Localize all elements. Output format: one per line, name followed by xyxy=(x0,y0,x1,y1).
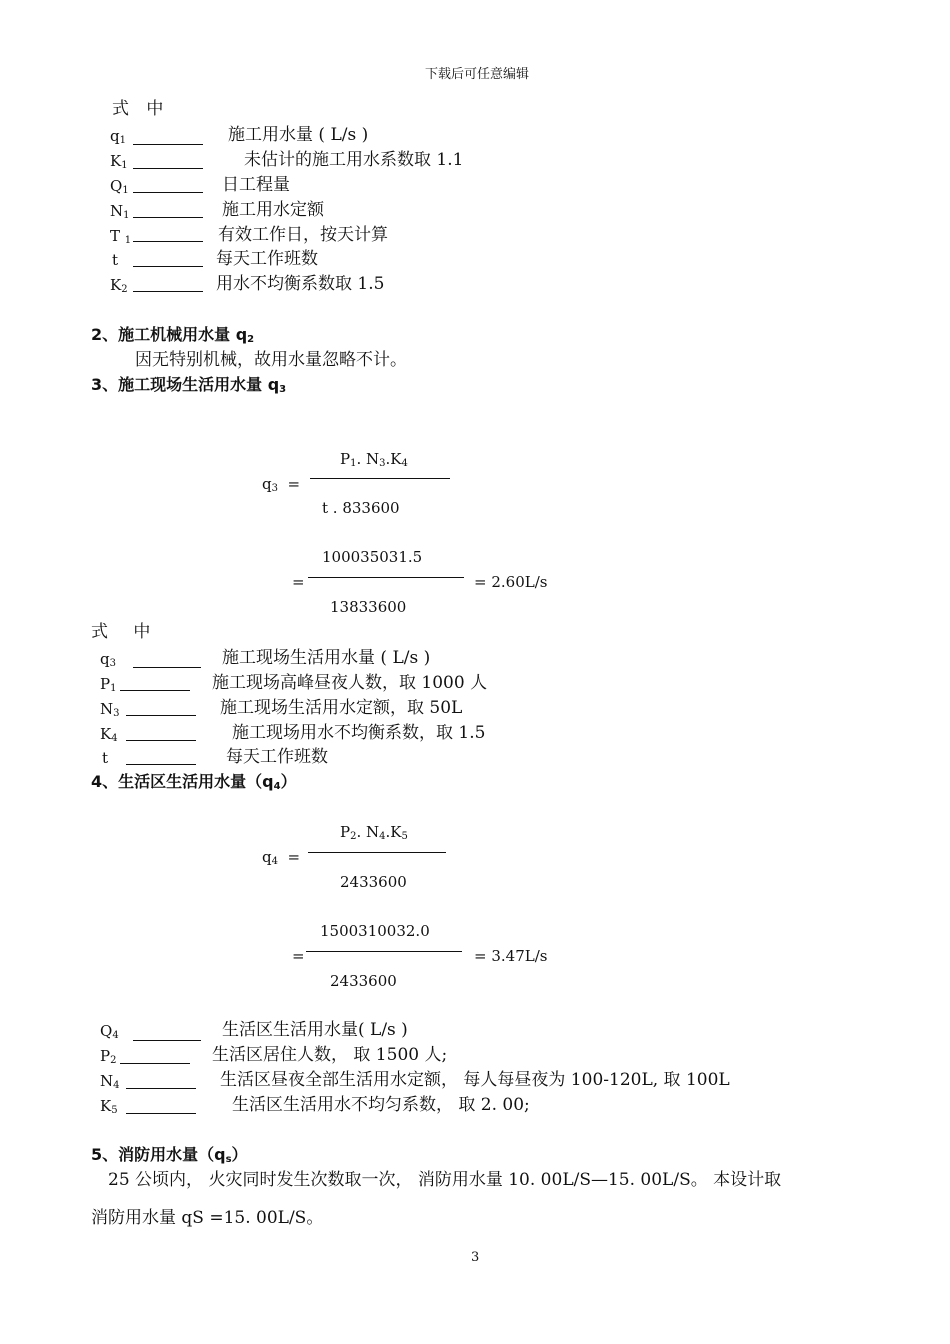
def-description: 用水不均衡系数取 1.5 xyxy=(216,274,385,294)
def-description: 施工现场用水不均衡系数，取 1.5 xyxy=(232,723,486,743)
blank-line xyxy=(126,764,196,765)
def-symbol: $K_2$ xyxy=(110,276,128,295)
formula-numerator: $P_1$. $N_3.K_4$ xyxy=(340,450,408,469)
fraction-bar xyxy=(308,852,446,853)
formula-where-label: 式 中 xyxy=(91,622,161,642)
formula-denominator-value: 13833600 xyxy=(330,598,407,616)
def-symbol: $K_1$ xyxy=(110,152,128,171)
def-description: 生活区生活用水量( L/s ) xyxy=(222,1020,408,1040)
blank-line xyxy=(133,667,201,668)
def-description: 施工现场生活用水量 ( L/s ) xyxy=(222,648,431,668)
blank-line xyxy=(133,217,203,218)
formula-numerator-value: 1500310032.0 xyxy=(320,922,430,940)
blank-line xyxy=(133,266,203,267)
def-symbol: $K_4$ xyxy=(100,725,118,744)
def-description: 生活区居住人数， 取 1500 人; xyxy=(212,1045,448,1065)
def-description: 每天工作班数 xyxy=(216,249,318,269)
def-description: 施工用水定额 xyxy=(222,200,324,220)
paragraph-fire-line1: 25 公顷内， 火灾同时发生次数取一次， 消防用水量 10. 00L/S—15. 00L/S。 本设计取 xyxy=(108,1170,782,1190)
blank-line xyxy=(126,715,196,716)
formula-lhs: $q_4$ = xyxy=(262,848,301,867)
def-symbol: $Q_1$ xyxy=(110,177,129,196)
section-heading-2: 2、施工机械用水量 $q_2$ xyxy=(91,325,255,345)
blank-line xyxy=(133,241,203,242)
blank-line xyxy=(126,740,196,741)
blank-line xyxy=(133,144,203,145)
def-symbol: $N_3$ xyxy=(100,700,120,719)
formula-equals: = xyxy=(292,573,305,591)
formula-numerator: $P_2$. $N_4.K_5$ xyxy=(340,823,408,842)
formula-where-label: 式 中 xyxy=(112,99,170,119)
def-description: 施工现场生活用水定额，取 50L xyxy=(220,698,463,718)
page-number: 3 xyxy=(471,1250,480,1265)
fraction-bar xyxy=(308,577,464,578)
def-symbol: t xyxy=(112,251,119,269)
def-symbol: $P_2$ xyxy=(100,1047,117,1066)
fraction-bar xyxy=(306,951,462,952)
blank-line xyxy=(133,192,203,193)
page-header: 下载后可任意编辑 xyxy=(425,67,530,82)
formula-denominator: 2433600 xyxy=(340,873,407,891)
blank-line xyxy=(126,1088,196,1089)
def-description: 每天工作班数 xyxy=(226,747,328,767)
fraction-bar xyxy=(310,478,450,479)
def-symbol: $Q_4$ xyxy=(100,1022,119,1041)
formula-result: = 3.47L/s xyxy=(474,947,548,965)
def-symbol: $N_1$ xyxy=(110,202,130,221)
def-description: 日工程量 xyxy=(222,175,290,195)
def-symbol: T $_1$ xyxy=(110,227,132,246)
def-symbol: $P_1$ xyxy=(100,675,117,694)
def-symbol: $q_1$ xyxy=(110,127,126,146)
section-heading-3: 3、施工现场生活用水量 $q_3$ xyxy=(91,375,287,395)
section-heading-5: 5、消防用水量$(q_s)$ xyxy=(91,1145,248,1165)
formula-lhs: $q_3$ = xyxy=(262,475,301,494)
def-description: 生活区昼夜全部生活用水定额， 每人每昼夜为 100-120L, 取 100L xyxy=(220,1070,730,1090)
blank-line xyxy=(126,1113,196,1114)
def-description: 有效工作日，按天计算 xyxy=(218,225,388,245)
formula-equals: = xyxy=(292,947,305,965)
blank-line xyxy=(133,168,203,169)
formula-denominator: t . 833600 xyxy=(322,499,400,517)
def-description: 未估计的施工用水系数取 1.1 xyxy=(244,150,464,170)
def-description: 施工现场高峰昼夜人数，取 1000 人 xyxy=(212,673,488,693)
def-symbol: $N_4$ xyxy=(100,1072,120,1091)
def-description: 生活区生活用水不均匀系数， 取 2. 00; xyxy=(232,1095,530,1115)
formula-denominator-value: 2433600 xyxy=(330,972,397,990)
def-symbol: $q_3$ xyxy=(100,650,116,669)
def-symbol: t xyxy=(102,749,109,767)
blank-line xyxy=(133,1040,201,1041)
formula-numerator-value: 100035031.5 xyxy=(322,548,423,566)
def-symbol: $K_5$ xyxy=(100,1097,118,1116)
blank-line xyxy=(120,690,190,691)
blank-line xyxy=(120,1063,190,1064)
paragraph-fire-line2: 消防用水量 qS =15. 00L/S。 xyxy=(91,1208,324,1228)
section-heading-4: 4、生活区生活用水量$(q_4)$ xyxy=(91,772,297,792)
formula-result: = 2.60L/s xyxy=(474,573,548,591)
def-description: 施工用水量 ( L/s ) xyxy=(228,125,369,145)
paragraph-machinery: 因无特别机械，故用水量忽略不计。 xyxy=(135,350,407,370)
blank-line xyxy=(133,291,203,292)
